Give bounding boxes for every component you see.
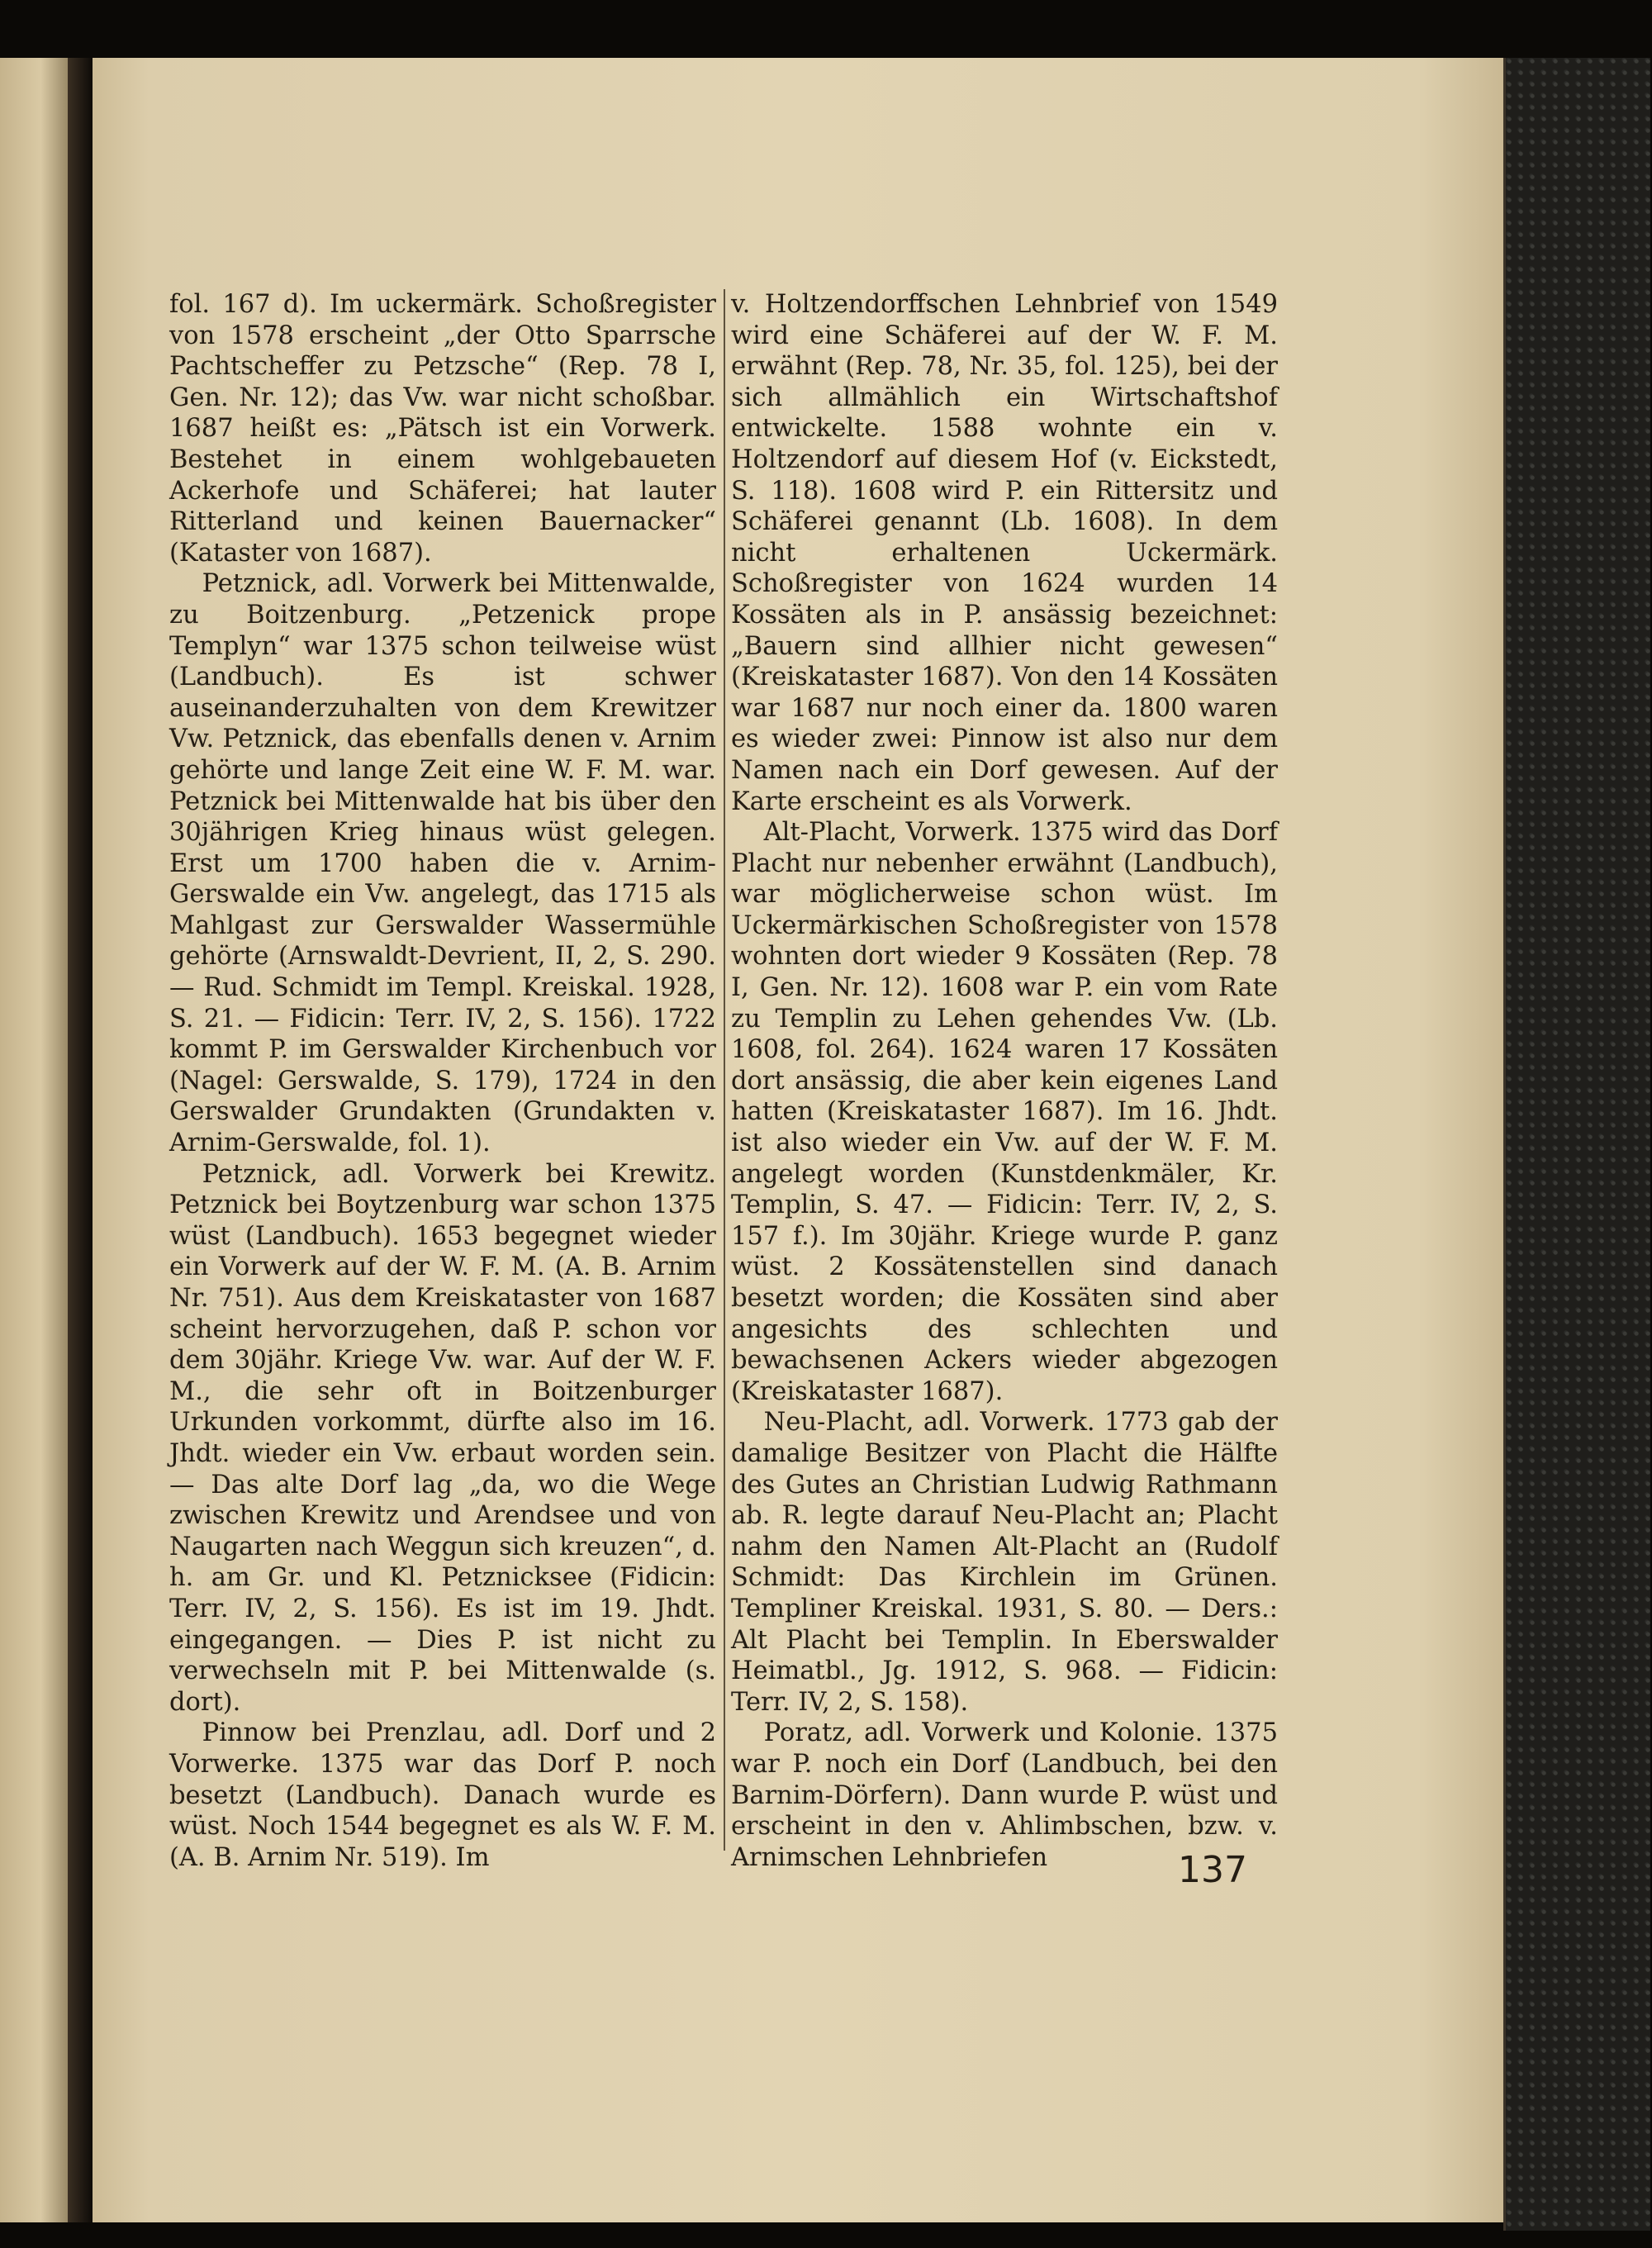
column-divider bbox=[724, 289, 725, 1851]
paragraph: fol. 167 d). Im uckermärk. Schoßregister von 1578 erscheint „der Otto Sparrsche Pachtscheffer zu Petzsche“ (Rep. 78 I, Gen. Nr. 12); das Vw. war nicht schoßbar. 1687 heißt es: „Pätsch ist ein Vorwerk. Bestehet in einem wohlgebaueten Ackerhofe und Schäferei; hat lauter Ritterland und keinen Bauernacker“ (Kataster von 1687). bbox=[169, 290, 716, 568]
entry-petznick-krewitz: Petznick, adl. Vorwerk bei Krewitz. Petznick bei Boytzenburg war schon 1375 wüst (Landbuch). 1653 begegnet wieder ein Vorwerk auf der W. F. M. (A. B. Arnim Nr. 751). Aus dem Kreiskataster von 1687 scheint hervorzugehen, daß P. schon vor dem 30jähr. Kriege Vw. war. Auf der W. F. M., die sehr oft in Boitzenburger Urkunden vorkommt, dürfte also im 16. Jhdt. wieder ein Vw. erbaut worden sein. — Das alte Dorf lag „da, wo die Wege zwischen Krewitz und Arendsee und von Naugarten nach Weggun sich kreuzen“, d. h. am Gr. und Kl. Petznicksee (Fidicin: Terr. IV, 2, S. 156). Es ist im 19. Jhdt. eingegangen. — Dies P. ist nicht zu verwechseln mit P. bei Mittenwalde (s. dort). bbox=[169, 1159, 716, 1717]
entry-poratz: Poratz, adl. Vorwerk und Kolonie. 1375 war P. noch ein Dorf (Landbuch, bei den Barnim-Dörfern). Dann wurde P. wüst und erscheint in den v. Ahlimbschen, bzw. v. Arnimschen Lehnbriefen bbox=[731, 1718, 1278, 1872]
entry-petznick-mittenwalde: Petznick, adl. Vorwerk bei Mittenwalde, zu Boitzenburg. „Petzenick prope Templyn“ war 1375 schon teilweise wüst (Landbuch). Es ist schwer auseinanderzuhalten von dem Krewitzer Vw. Petznick, das ebenfalls denen v. Arnim gehörte und lange Zeit eine W. F. M. war. Petznick bei Mittenwalde hat bis über den 30jährigen Krieg hinaus wüst gelegen. Erst um 1700 haben die v. Arnim-Gerswalde ein Vw. angelegt, das 1715 als Mahlgast zur Gerswalder Wassermühle gehörte (Arnswaldt-Devrient, II, 2, S. 290. — Rud. Schmidt im Templ. Kreiskal. 1928, S. 21. — Fidicin: Terr. IV, 2, S. 156). 1722 kommt P. im Gerswalder Kirchenbuch vor (Nagel: Gerswalde, S. 179), 1724 in den Gerswalder Grundakten (Grundakten v. Arnim-Gerswalde, fol. 1). bbox=[169, 569, 716, 1158]
paragraph: v. Holtzendorffschen Lehnbrief von 1549 wird eine Schäferei auf der W. F. M. erwähnt (Rep. 78, Nr. 35, fol. 125), bei der sich allmählich ein Wirtschaftshof entwickelte. 1588 wohnte ein v. Holtzendorf auf diesem Hof (v. Eickstedt, S. 118). 1608 wird P. ein Rittersitz und Schäferei genannt (Lb. 1608). In dem nicht erhaltenen Uckermärk. Schoßregister von 1624 wurden 14 Kossäten als in P. ansässig bezeichnet: „Bauern sind allhier nicht gewesen“ (Kreiskataster 1687). Von den 14 Kossäten war 1687 nur noch einer da. 1800 waren es wieder zwei: Pinnow ist also nur dem Namen nach ein Dorf gewesen. Auf der Karte erscheint es als Vorwerk. bbox=[731, 290, 1278, 816]
book-gutter bbox=[68, 58, 93, 2222]
text-column-left bbox=[169, 289, 716, 1873]
facing-page-edge bbox=[0, 58, 68, 2222]
entry-neu-placht: Neu-Placht, adl. Vorwerk. 1773 gab der damalige Besitzer von Placht die Hälfte des Gutes an Christian Ludwig Rathmann ab. R. legte darauf Neu-Placht an; Placht nahm den Namen Alt-Placht an (Rudolf Schmidt: Das Kirchlein im Grünen. Templiner Kreiskal. 1931, S. 80. — Ders.: Alt Placht bei Templin. In Eberswalder Heimatbl., Jg. 1912, S. 968. — Fidicin: Terr. IV, 2, S. 158). bbox=[731, 1408, 1278, 1717]
entry-alt-placht: Alt-Placht, Vorwerk. 1375 wird das Dorf Placht nur nebenher erwähnt (Landbuch), war möglicherweise schon wüst. Im Uckermärkischen Schoßregister von 1578 wohnten dort wieder 9 Kossäten (Rep. 78 I, Gen. Nr. 12). 1608 war P. ein vom Rate zu Templin zu Lehen gehendes Vw. (Lb. 1608, fol. 264). 1624 waren 17 Kossäten dort ansässig, die aber kein eigenes Land hatten (Kreiskataster 1687). Im 16. Jhdt. ist also wieder ein Vw. auf der W. F. M. angelegt worden (Kunstdenkmäler, Kr. Templin, S. 47. — Fidicin: Terr. IV, 2, S. 157 f.). Im 30jähr. Kriege wurde P. ganz wüst. 2 Kossätenstellen sind danach besetzt worden; die Kossäten sind aber angesichts des schlechten und bewachsenen Ackers wieder abgezogen (Kreiskataster 1687). bbox=[731, 818, 1278, 1406]
page-number: 137 bbox=[1178, 1849, 1247, 1891]
text-column-right bbox=[731, 289, 1278, 1873]
book-cover-edge bbox=[1503, 58, 1650, 2231]
entry-pinnow: Pinnow bei Prenzlau, adl. Dorf und 2 Vorwerke. 1375 war das Dorf P. noch besetzt (Landbuch). Danach wurde es wüst. Noch 1544 begegnet es als W. F. M. (A. B. Arnim Nr. 519). Im bbox=[169, 1718, 716, 1872]
